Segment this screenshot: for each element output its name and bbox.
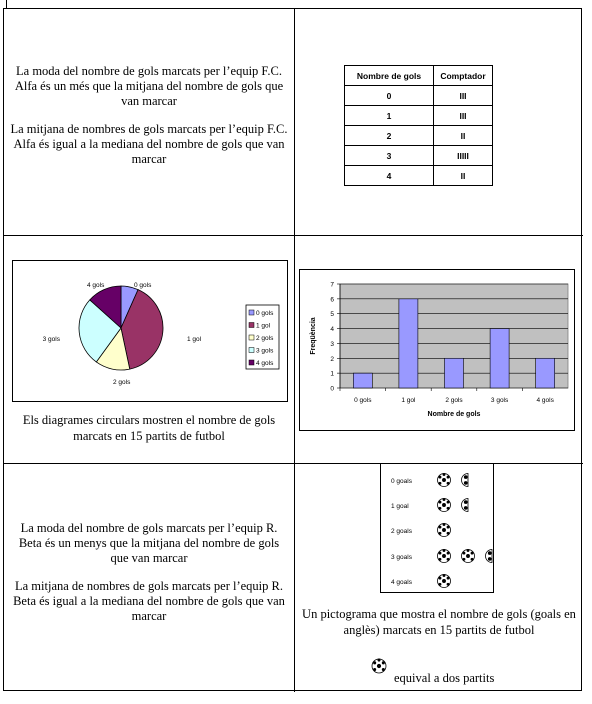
tally-marks: II (434, 126, 493, 146)
y-tick-label: 6 (330, 296, 334, 304)
tally-goals: 1 (345, 106, 434, 126)
football-icon-patch (439, 552, 442, 555)
football-icon-patch (464, 475, 468, 479)
football-icon-patch (464, 481, 468, 485)
pie-caption: Els diagrames circulars mostren el nombre de gols marcats en 15 partits de futbol (22, 413, 276, 443)
bar (399, 299, 418, 388)
tally-goals: 2 (345, 126, 434, 146)
bar (536, 358, 555, 388)
pictogram-caption: Un pictograma que mostra el nombre de gols (goals en anglès) marcats en 15 partits de futbol (302, 607, 576, 637)
column-divider (294, 9, 295, 692)
y-tick-label: 1 (330, 370, 334, 378)
football-icon (370, 657, 388, 675)
tally-goals: 3 (345, 146, 434, 166)
football-icon-patch (382, 661, 385, 664)
football-icon (462, 549, 475, 562)
football-icon-patch (447, 476, 450, 479)
football-icon-patch (471, 552, 474, 555)
football-icon-patch (439, 476, 442, 479)
football-icon-patch (373, 668, 376, 671)
football-icon-patch (439, 583, 442, 586)
tally-row (345, 86, 493, 106)
pie-slice-label: 0 gols (134, 282, 152, 289)
pie-legend (246, 305, 279, 369)
football-icon-patch (467, 549, 470, 552)
bar-chart (300, 270, 574, 430)
football-icon (438, 574, 451, 587)
football-icon (372, 659, 386, 673)
football-icon (438, 549, 451, 562)
football-icon-patch (447, 526, 450, 529)
football-icon-patch (443, 574, 446, 577)
tally-table-container (344, 65, 493, 186)
activity-grid (3, 8, 582, 691)
x-tick-label: 4 gols (536, 397, 554, 404)
football-icon (438, 498, 451, 511)
tally-header-row (345, 66, 493, 86)
statement-alfa-mode: La moda del nombre de gols marcats per l’equip F.C. Alfa és un més que la mitjana del nombre de gols que van marcar (14, 64, 284, 108)
tally-marks: III (434, 106, 493, 126)
football-icon-patch (447, 482, 450, 485)
football-icon (462, 499, 469, 512)
tally-marks: IIIII (434, 146, 493, 166)
football-icon-patch (442, 579, 446, 583)
tally-marks: II (434, 166, 493, 186)
y-axis-label: Freqüència (310, 317, 317, 355)
y-tick-label: 3 (330, 340, 334, 348)
football-icon-patch (382, 668, 385, 671)
pictogram-frame (380, 464, 494, 593)
pie-legend-swatch (249, 348, 254, 353)
football-icon-patch (466, 554, 470, 558)
football-icon-patch (488, 551, 492, 555)
football-icon-patch (443, 549, 446, 552)
football-icon-patch (439, 558, 442, 561)
bar (445, 358, 464, 388)
football-icon (462, 474, 469, 487)
pie-legend-swatch (249, 360, 254, 365)
pie-chart (13, 261, 287, 401)
pictogram-row-label: 1 goal (391, 503, 409, 510)
bar (490, 329, 509, 388)
x-axis-label: Nombre de gols (427, 411, 481, 418)
football-icon-patch (447, 501, 450, 504)
football-icon (486, 550, 493, 563)
football-icon-patch (377, 664, 381, 668)
football-icon-patch (377, 659, 380, 662)
pictogram (381, 464, 493, 592)
pie-slice-label: 3 gols (42, 336, 60, 343)
tally-goals: 0 (345, 86, 434, 106)
pie-slice-label: 2 gols (113, 379, 131, 386)
football-icon-patch (442, 554, 446, 558)
y-tick-label: 4 (330, 326, 334, 334)
football-icon-patch (442, 528, 446, 532)
bar-chart-frame (299, 269, 575, 431)
pie-legend-entry: 3 gols (256, 347, 274, 355)
tally-header-count: Comptador (434, 66, 493, 86)
statement-alfa (10, 64, 288, 167)
football-icon-patch (447, 507, 450, 510)
football-icon-patch (439, 482, 442, 485)
statement-beta (10, 521, 288, 624)
pictogram-row-label: 4 goals (391, 579, 412, 586)
football-icon-patch (471, 558, 474, 561)
football-icon-outline (462, 474, 469, 487)
football-icon-patch (447, 577, 450, 580)
statement-beta-mode: La moda del nombre de gols marcats per l’equip R. Beta és un menys que la mitjana del nombre de gols que van marcar (18, 521, 280, 565)
tally-marks: III (434, 86, 493, 106)
statement-alfa-mean: La mitjana de nombres de gols marcats per l’equip F.C. Alfa és igual a la mediana del nombre de gols que van marcar (10, 122, 288, 166)
football-icon-patch (463, 552, 466, 555)
football-icon-patch (442, 503, 446, 507)
row-divider-2 (4, 463, 583, 464)
tally-row (345, 166, 493, 186)
football-icon-patch (439, 577, 442, 580)
pie-legend-entry: 2 gols (256, 335, 274, 342)
football-icon-patch (439, 501, 442, 504)
football-icon (438, 473, 451, 486)
football-icon-patch (439, 532, 442, 535)
tally-goals: 4 (345, 166, 434, 186)
pie-slice-label: 4 gols (87, 282, 105, 289)
pictogram-key-text: equival a dos partits (394, 671, 495, 685)
tally-table (344, 65, 493, 186)
statement-beta-mean: La mitjana de nombres de gols marcats per l’equip R. Beta és igual a la mediana del nombre de gols que van marcar (13, 579, 285, 623)
pie-legend-swatch (249, 323, 254, 328)
pictogram-row-label: 3 goals (391, 554, 412, 561)
football-icon-patch (373, 661, 376, 664)
pie-legend-swatch (249, 310, 254, 315)
row-divider-1 (4, 235, 583, 236)
football-icon-patch (464, 500, 468, 504)
pie-legend-swatch (249, 335, 254, 340)
pictogram-row-label: 2 goals (391, 528, 412, 535)
football-icon (438, 523, 451, 536)
football-icon-patch (439, 507, 442, 510)
pictogram-key (370, 657, 570, 687)
football-icon-patch (439, 526, 442, 529)
pie-legend-entry: 4 gols (256, 360, 274, 367)
football-icon-patch (443, 523, 446, 526)
x-tick-label: 2 gols (445, 397, 463, 404)
football-icon-patch (443, 473, 446, 476)
tally-header-goals: Nombre de gols (345, 66, 434, 86)
pie-slice-label: 1 gol (187, 336, 202, 343)
football-icon-patch (447, 583, 450, 586)
y-tick-label: 5 (330, 311, 334, 319)
football-icon-patch (488, 557, 492, 561)
pie-chart-frame (12, 260, 288, 402)
football-icon-patch (442, 478, 446, 482)
y-tick-label: 7 (330, 281, 334, 289)
tally-row (345, 126, 493, 146)
football-icon-patch (443, 498, 446, 501)
football-icon-patch (463, 558, 466, 561)
football-icon-patch (464, 506, 468, 510)
football-icon-patch (447, 532, 450, 535)
football-icon-patch (447, 558, 450, 561)
y-tick-label: 2 (330, 355, 334, 363)
tally-row (345, 106, 493, 126)
x-tick-label: 1 gol (401, 397, 416, 404)
pie-legend-entry: 0 gols (256, 310, 274, 317)
tally-row (345, 146, 493, 166)
y-tick-label: 0 (330, 385, 334, 393)
x-tick-label: 0 gols (354, 397, 372, 404)
bar (353, 373, 372, 388)
football-icon-outline (486, 550, 493, 563)
football-icon-outline (462, 499, 469, 512)
football-icon-patch (447, 552, 450, 555)
x-tick-label: 3 gols (490, 397, 509, 404)
pictogram-row-label: 0 goals (391, 478, 412, 485)
pie-legend-entry: 1 gol (256, 322, 271, 330)
